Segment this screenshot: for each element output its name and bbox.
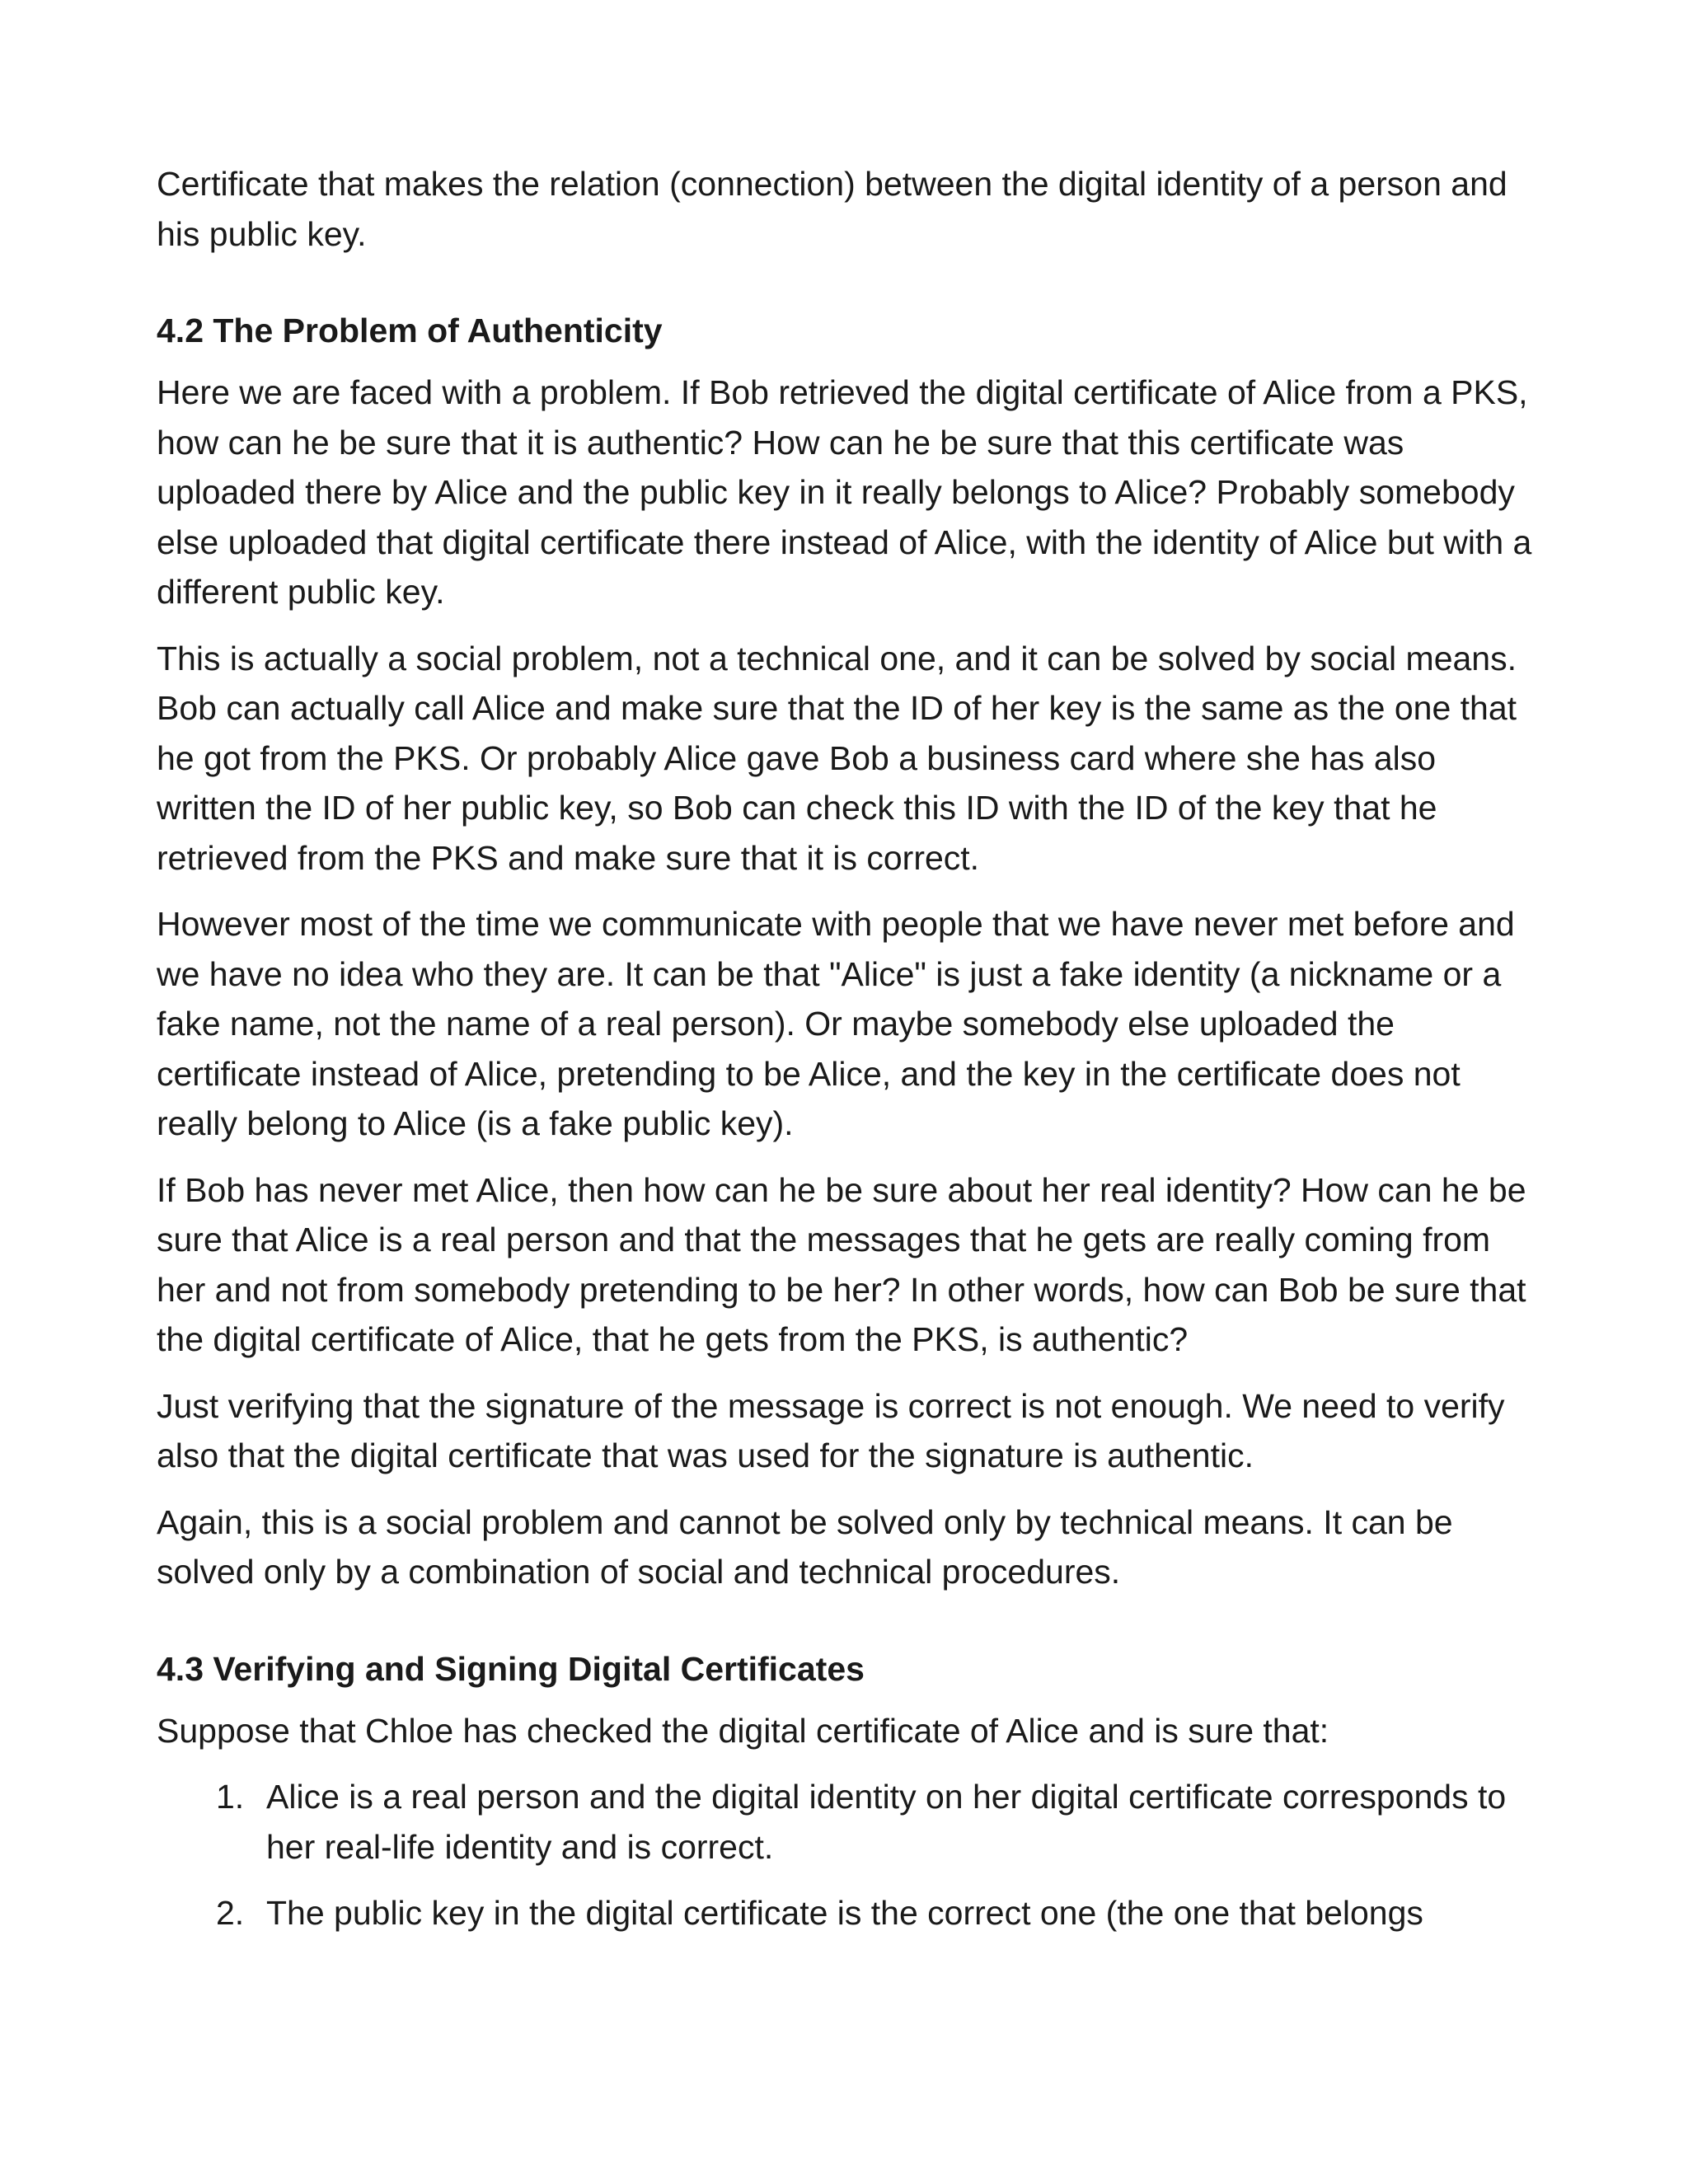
list-item-number: 2. bbox=[216, 1894, 245, 1932]
list-item bbox=[157, 1888, 1541, 1938]
section-heading-4-3: 4.3 Verifying and Signing Digital Certificates bbox=[157, 1649, 865, 1688]
paragraph: Here we are faced with a problem. If Bob retrieved the digital certificate of Alice from a PKS, how can he be sure that it is authentic? How can he be sure that this certificate was uploaded there by Alice and the public key in it really belongs to Alice? Probably somebody else uploaded that digital certificate there instead of Alice, with the identity of Alice but with a different public key. bbox=[157, 373, 1532, 611]
section-heading-4-2: 4.2 The Problem of Authenticity bbox=[157, 312, 663, 349]
paragraph: This is actually a social problem, not a technical one, and it can be solved by social means. Bob can actually call Alice and make sure that the ID of her key is the same as the one that he got from the PKS. Or probably Alice gave Bob a business card where she has also written the ID of her public key, so Bob can check this ID with the ID of the key that he retrieved from the PKS and make sure that it is correct. bbox=[157, 639, 1517, 877]
numbered-list bbox=[157, 1772, 1541, 1938]
paragraph: If Bob has never met Alice, then how can he be sure about her real identity? How can he be sure that Alice is a real person and that the messages that he gets are really coming from her and not from somebody pretending to be her? In other words, how can Bob be sure that the digital certificate of Alice, that he gets from the PKS, is authentic? bbox=[157, 1170, 1526, 1358]
paragraph: Just verifying that the signature of the message is correct is not enough. We need to verify also that the digital certificate that was used for the signature is authentic. bbox=[157, 1386, 1505, 1474]
section-intro-paragraph: Suppose that Chloe has checked the digital certificate of Alice and is sure that: bbox=[157, 1711, 1329, 1750]
list-item bbox=[157, 1772, 1541, 1872]
list-item-number: 1. bbox=[216, 1778, 245, 1816]
list-item-text: The public key in the digital certificate is the correct one (the one that belongs bbox=[266, 1894, 1423, 1932]
list-item-text: Alice is a real person and the digital identity on her digital certificate corresponds to her real-life identity and is correct. bbox=[266, 1778, 1507, 1866]
paragraph: Again, this is a social problem and cannot be solved only by technical means. It can be solved only by a combination of social and technical procedures. bbox=[157, 1502, 1453, 1591]
paragraph: However most of the time we communicate with people that we have never met before and we have no idea who they are. It can be that "Alice" is just a fake identity (a nickname or a fake name, not the name of a real person). Or maybe somebody else uploaded the certificate instead of Alice, pretending to be Alice, and the key in the certificate does not really belong to Alice (is a fake public key). bbox=[157, 905, 1515, 1142]
intro-paragraph: Certificate that makes the relation (connection) between the digital identity of a person and his public key. bbox=[157, 165, 1507, 253]
document-page bbox=[157, 159, 1541, 1955]
